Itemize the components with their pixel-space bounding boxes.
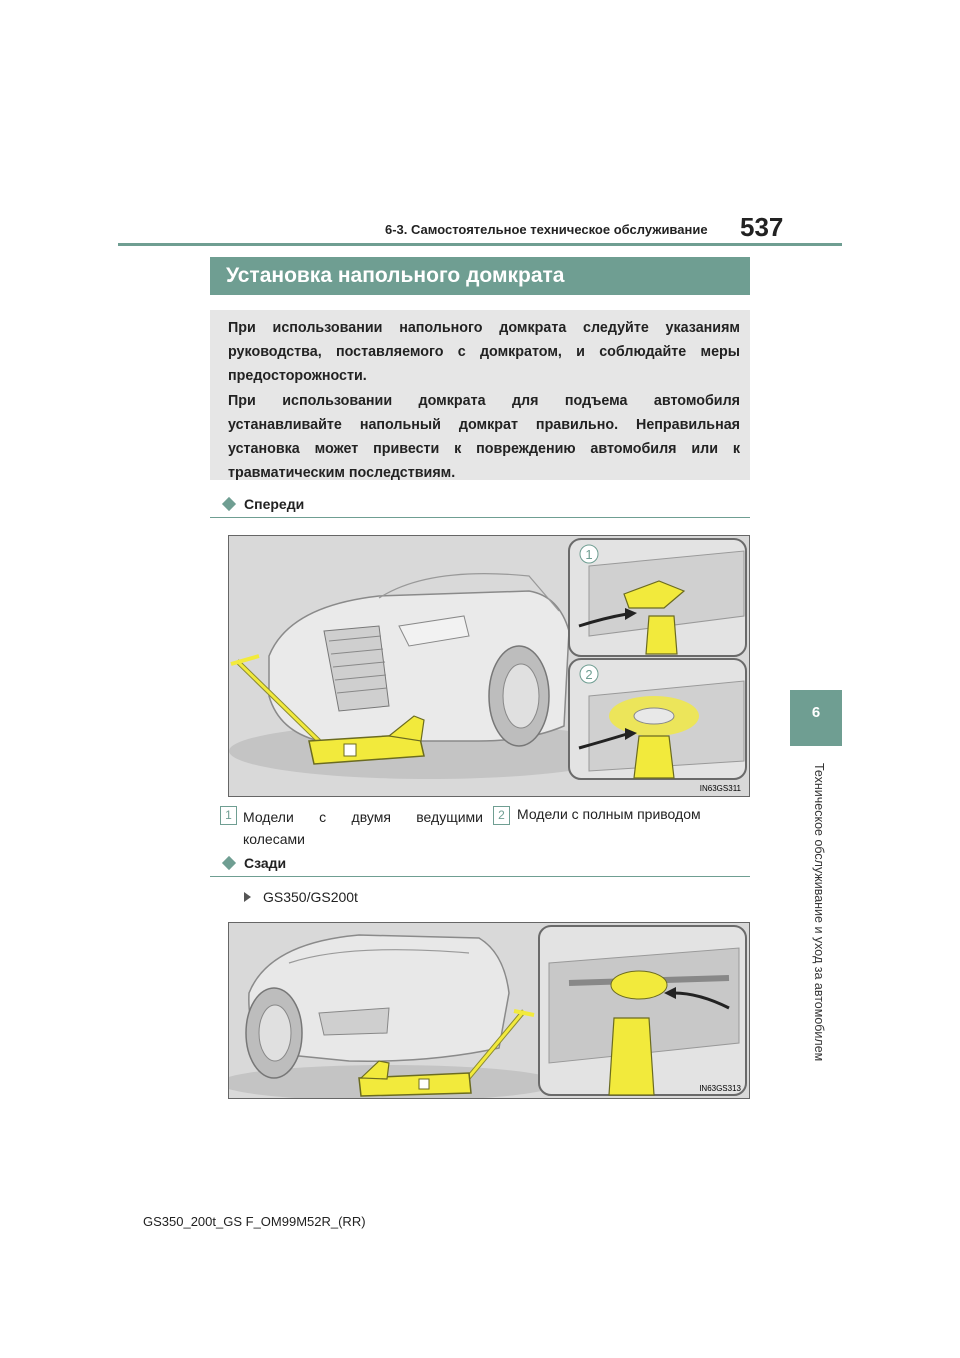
front-figure-code: IN63GS311 [699,784,741,793]
triangle-bullet-icon [244,892,251,902]
section-header: 6-3. Самостоятельное техническое обслуживание [385,222,708,237]
front-heading-label: Спереди [244,496,305,512]
page-number: 537 [740,212,784,242]
caption-1-text: Модели с двумя ведущими колесами [243,809,483,847]
caption-2 [493,806,510,825]
chapter-number: 6 [811,704,821,721]
rear-heading-label: Сзади [244,855,287,871]
footer-doc-code: GS350_200t_GS F_OM99M52R_(RR) [143,1214,366,1229]
page-title: Установка напольного домкрата [226,264,565,287]
caption-1-number: 1 [220,806,237,825]
front-detail-1-label: 1 [585,547,593,562]
rear-jack-figure [228,922,750,1099]
diamond-icon [222,856,236,870]
front-jack-figure [228,535,750,797]
rear-heading [222,855,286,871]
front-jack-illustration [229,536,749,796]
rear-bullet [244,889,358,905]
front-detail-2-label: 2 [585,667,593,682]
diamond-icon [222,497,236,511]
rear-heading-rule [210,876,750,877]
chapter-title: Техническое обслуживание и уход за автомобилем [812,763,826,1062]
caption-1 [220,806,237,825]
rear-jack-illustration [229,923,749,1098]
rear-bullet-text: GS350/GS200t [263,889,358,905]
header-rule [118,243,842,246]
caption-2-number: 2 [493,806,510,825]
info-paragraph-1: При использовании напольного домкрата следуйте указаниям руководства, поставляемого с домкратом, и соблюдайте меры предосторожности. [228,320,740,384]
rear-figure-code: IN63GS313 [699,1084,741,1093]
front-heading [222,496,304,512]
front-heading-rule [210,517,750,518]
info-paragraph-2: При использовании домкрата для подъема автомобиля устанавливайте напольный домкрат правильно. Неправильная установка может привести к повреждению автомобиля или к травматическим последствиям. [228,393,740,481]
caption-2-text: Модели с полным приводом [517,806,701,822]
